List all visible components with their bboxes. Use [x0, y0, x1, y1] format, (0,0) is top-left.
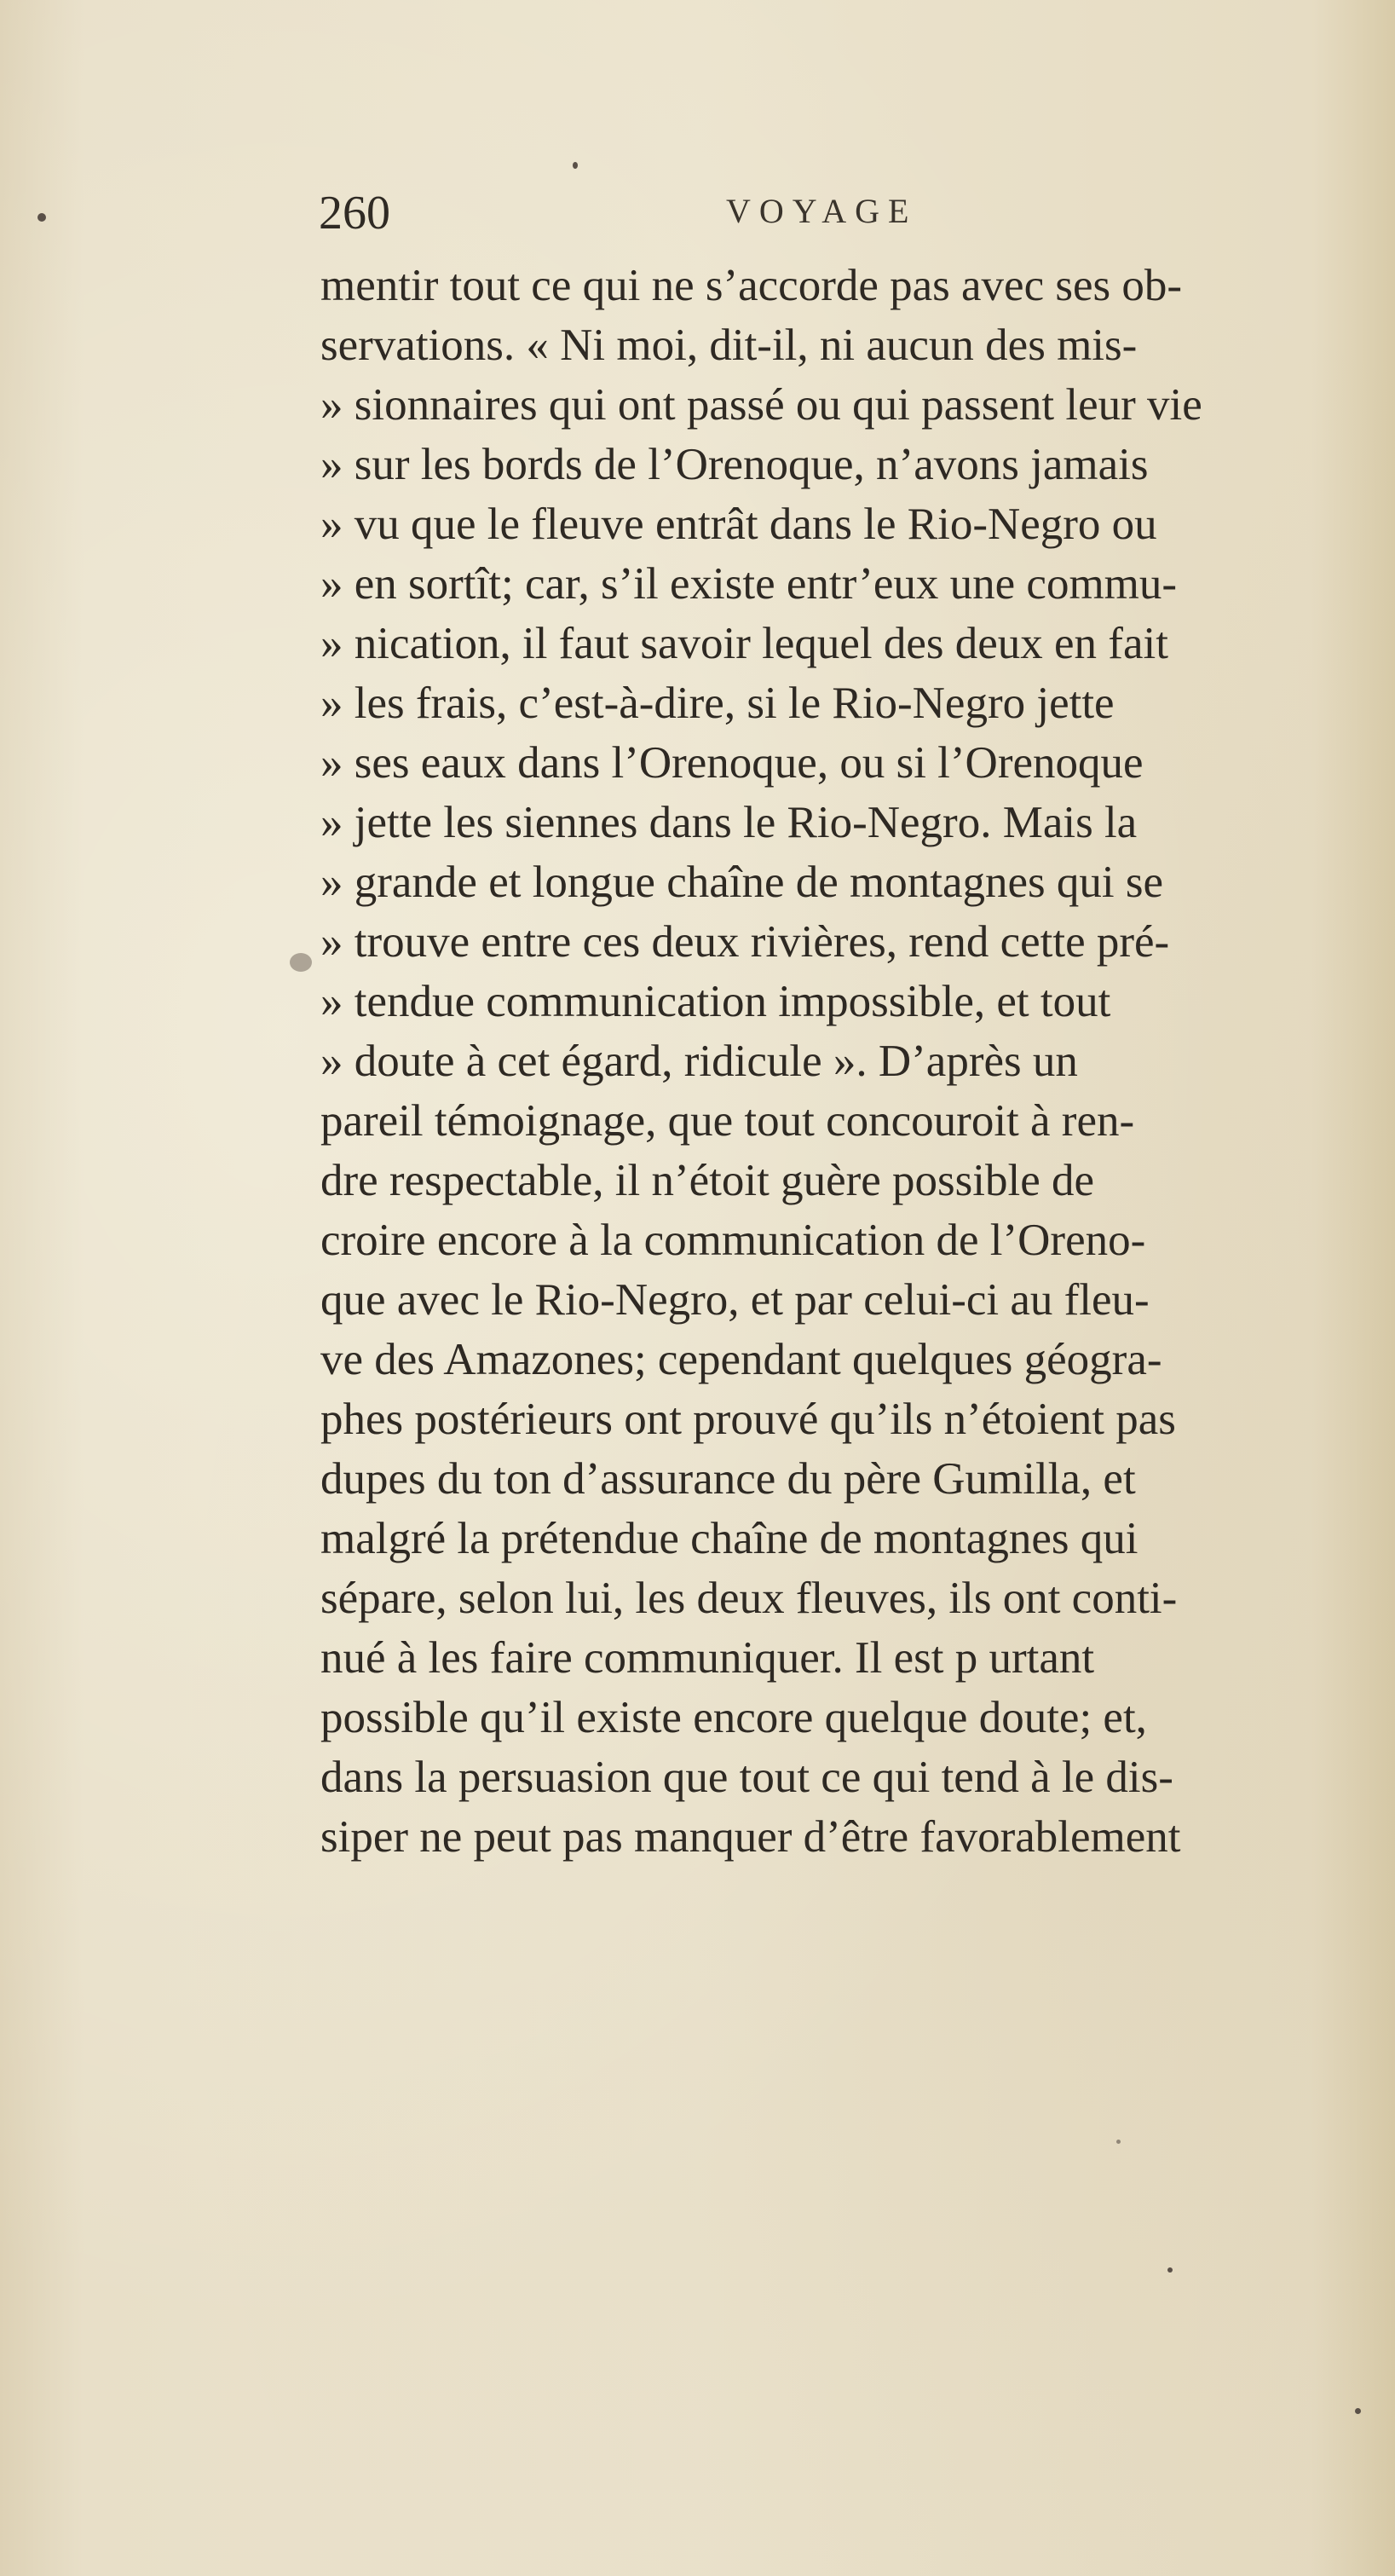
paper-speck: [1116, 2140, 1121, 2144]
text-line: » jette les siennes dans le Rio-Negro. Mais la: [320, 798, 1138, 847]
text-line: » nication, il faut savoir lequel des deux en fait: [320, 619, 1168, 668]
text-line: » sur les bords de l’Orenoque, n’avons jamais: [320, 440, 1149, 489]
text-line: ve des Amazones; cependant quelques géogra-: [320, 1335, 1162, 1384]
text-line: dre respectable, il n’étoit guère possible de: [320, 1156, 1095, 1205]
text-line: » grande et longue chaîne de montagnes qui se: [320, 858, 1164, 907]
text-line: mentir tout ce qui ne s’accorde pas avec ses ob-: [320, 261, 1183, 310]
text-line: dupes du ton d’assurance du père Gumilla, et: [320, 1454, 1136, 1504]
running-head: VOYAGE: [726, 192, 918, 230]
text-line: » vu que le fleuve entrât dans le Rio-Negro ou: [320, 500, 1157, 549]
text-line: que avec le Rio-Negro, et par celui-ci au fleu-: [320, 1275, 1150, 1325]
page-header: [319, 186, 983, 245]
paper-speck: [1167, 2267, 1173, 2273]
text-line: » en sortît; car, s’il existe entr’eux une commu-: [320, 559, 1178, 609]
text-line: » trouve entre ces deux rivières, rend cette pré-: [320, 917, 1170, 967]
text-line: malgré la prétendue chaîne de montagnes qui: [320, 1514, 1138, 1563]
text-line: croire encore à la communication de l’Oreno-: [320, 1216, 1146, 1265]
text-line: siper ne peut pas manquer d’être favorablement: [320, 1812, 1181, 1862]
text-line: servations. « Ni moi, dit-il, ni aucun des mis-: [320, 321, 1138, 370]
paper-speck: [1355, 2408, 1361, 2414]
text-line: possible qu’il existe encore quelque doute; et,: [320, 1693, 1147, 1742]
text-line: » ses eaux dans l’Orenoque, ou si l’Orenoque: [320, 738, 1144, 788]
text-line: pareil témoignage, que tout concouroit à ren-: [320, 1096, 1135, 1146]
text-line: » sionnaires qui ont passé ou qui passent leur vie: [320, 380, 1202, 430]
text-line: dans la persuasion que tout ce qui tend à le dis-: [320, 1753, 1173, 1802]
paper-speck: [37, 213, 46, 222]
text-line: » tendue communication impossible, et tout: [320, 977, 1111, 1026]
paper-speck: [573, 162, 578, 169]
text-line: nué à les faire communiquer. Il est p urtant: [320, 1633, 1095, 1683]
text-line: » doute à cet égard, ridicule ». D’après un: [320, 1037, 1078, 1086]
text-line: » les frais, c’est-à-dire, si le Rio-Negro jette: [320, 679, 1115, 728]
page-number: 260: [319, 187, 390, 240]
paper-speck: [290, 953, 312, 972]
text-line: phes postérieurs ont prouvé qu’ils n’étoient pas: [320, 1395, 1176, 1444]
text-line: sépare, selon lui, les deux fleuves, ils ont conti-: [320, 1574, 1178, 1623]
